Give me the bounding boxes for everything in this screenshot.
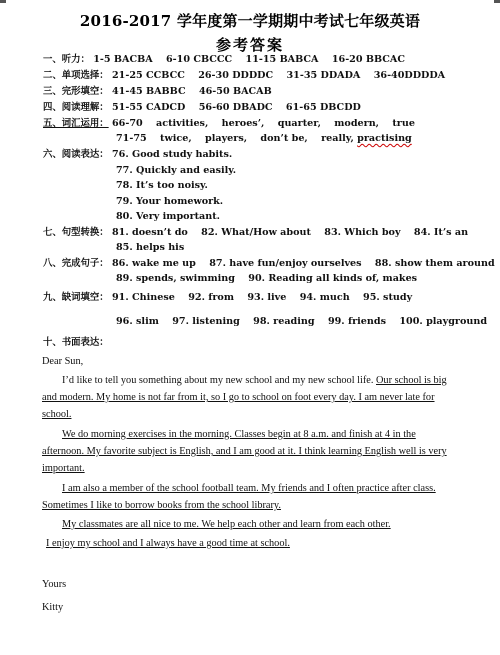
letter-p4-line1: My classmates are all nice to me. We help each other and learn from each other. xyxy=(62,519,391,530)
section-reading xyxy=(43,101,361,114)
section-label: 二、单项选择： xyxy=(43,70,109,81)
answer-item: 79. Your homework. xyxy=(116,196,224,207)
section-writing xyxy=(43,336,109,349)
section-label: 九、缺词填空： xyxy=(43,292,109,303)
section-label: 五、词汇运用： xyxy=(43,118,109,129)
letter-p3-line1: I am also a member of the school football team. My friends and I often practice after class. xyxy=(62,483,436,494)
section-missing-words xyxy=(43,291,412,304)
section-answers-line1: 66-70 activities, heroes’, quarter, modern, true xyxy=(111,118,415,129)
right-edge-mark xyxy=(494,0,500,3)
letter-p3-line2: Sometimes I like to borrow books from the school library. xyxy=(42,500,281,511)
section-label: 四、阅读理解： xyxy=(43,102,109,113)
answer-item: 78. It’s too noisy. xyxy=(116,180,208,191)
letter-p1-line2: and modern. My home is not far from it, so I go to school on foot every day. I am never late for xyxy=(42,392,435,403)
section-sentence-transform xyxy=(43,226,468,239)
section-vocab-line2 xyxy=(116,132,412,145)
answer-item: 76. Good study habits. xyxy=(111,149,233,160)
section-listening xyxy=(43,53,405,66)
section-answers: 41-45 BABBC 46-50 BACAB xyxy=(111,86,272,97)
section-vocab xyxy=(43,117,415,130)
section-label: 十、书面表达： xyxy=(43,337,109,348)
section-single-choice xyxy=(43,69,445,82)
letter-p2-line1: We do morning exercises in the morning. Classes begin at 8 a.m. and finish at 4 in the xyxy=(62,429,416,440)
section-answers-line2: 89. spends, swimming 90. Reading all kinds of, makes xyxy=(116,273,418,284)
page-title: 2016-2017 学年度第一学期期中考试七年级英语 xyxy=(79,12,421,30)
left-edge-mark xyxy=(0,0,6,3)
letter-p1-line3: school. xyxy=(42,409,72,420)
letter-greeting: Dear Sun, xyxy=(42,356,84,367)
letter-p2-line3: important. xyxy=(42,463,85,474)
section-label: 六、阅读表达： xyxy=(43,149,109,160)
section-label: 三、完形填空： xyxy=(43,86,109,97)
letter-p1-line1 xyxy=(62,374,460,387)
section-answers: 21-25 CCBCC 26-30 DDDDC 31-35 DDADA 36-40DDDDA xyxy=(111,70,446,81)
spellcheck-word: practising xyxy=(357,133,412,144)
section-label: 一、听力： xyxy=(43,54,90,65)
letter-text-underlined: Our school is big xyxy=(376,375,447,386)
page-subtitle: 参考答案 xyxy=(215,36,284,54)
section-answers-line2: 96. slim 97. listening 98. reading 99. friends 100. playground xyxy=(116,316,488,327)
section-answers-line1: 81. doesn’t do 82. What/How about 83. Which boy 84. It’s an xyxy=(111,227,469,238)
letter-closing: Yours xyxy=(42,579,67,590)
section-label: 七、句型转换： xyxy=(43,227,109,238)
section-answers-line2: 85. helps his xyxy=(116,242,185,253)
answer-item: 77. Quickly and easily. xyxy=(116,165,237,176)
letter-p2-line2: afternoon. My favorite subject is English, and I am good at it. I think learning English well is very xyxy=(42,446,447,457)
answer-item: 80. Very important. xyxy=(116,211,221,222)
section-answers: 51-55 CADCD 56-60 DBADC 61-65 DBCDD xyxy=(111,102,361,113)
section-answers-line2: 71-75 twice, players, don’t be, really, xyxy=(116,133,354,144)
section-complete-sentence xyxy=(43,257,495,270)
section-answers-line1: 86. wake me up 87. have fun/enjoy ourselves 88. show them around xyxy=(111,258,495,269)
section-label: 八、完成句子： xyxy=(43,258,109,269)
section-cloze xyxy=(43,85,272,98)
section-answers: 1-5 BACBA 6-10 CBCCC 11-15 BABCA 16-20 BBCAC xyxy=(93,54,405,65)
letter-text: I’d like to tell you something about my new school and my new school life. xyxy=(62,375,376,386)
section-answers-line1: 91. Chinese 92. from 93. live 94. much 95. study xyxy=(111,292,413,303)
letter-signature: Kitty xyxy=(42,602,64,613)
section-reading-expression xyxy=(43,148,232,161)
letter-p4-line2: I enjoy my school and I always have a good time at school. xyxy=(46,538,290,549)
